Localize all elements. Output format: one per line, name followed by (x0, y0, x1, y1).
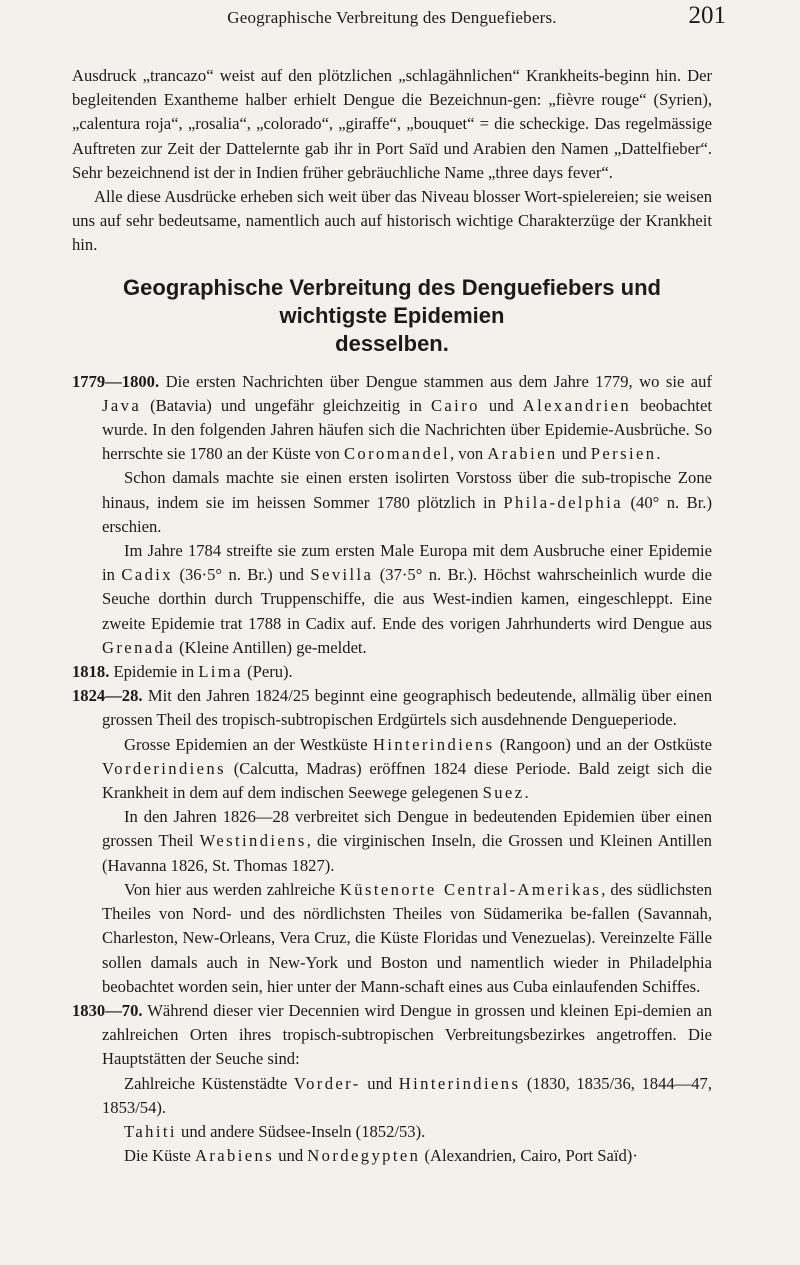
entry-text: Zahlreiche Küstenstädte (124, 1073, 288, 1093)
entry-paragraph (102, 539, 712, 660)
entry-text: (Kleine Antillen) ge-meldet. (179, 637, 367, 657)
intro-paragraph-2: Alle diese Ausdrücke erheben sich weit über das Niveau blosser Wort-spielereien; sie weisen uns auf sehr bedeutsame, namentlich auch auf historisch wichtige Charakterzüge der Krankheit hin. (72, 187, 712, 255)
entry-text: (Alexandrien, Cairo, Port Saïd)· (424, 1146, 638, 1166)
entry-text: und (488, 395, 514, 415)
entry-text: (36·5° n. Br.) und (179, 565, 304, 585)
section-heading-line-2: desselben. (335, 330, 449, 356)
entry-text: (Rangoon) und an der Ostküste (499, 734, 712, 754)
place-name: Java (102, 395, 142, 415)
entry-1818 (72, 660, 712, 684)
entry-text: Grosse Epidemien an der Westküste (124, 734, 368, 754)
entry-text: Die Küste (124, 1146, 191, 1166)
entry-text: (37·5° n. Br.). Höchst wahrscheinlich wurde die Seuche dorthin durch Truppenschiffe, die aus West-indien kamen, eingeschleppt. Eine zweite Epidemie trat 1788 in Cadix auf. Ende des vorigen Jahrhunderts wird Dengue aus (102, 565, 713, 633)
running-title: Geographische Verbreitung des Denguefiebers. (227, 8, 557, 27)
entry-text: (Peru). (247, 662, 293, 682)
place-name: Arabien (487, 444, 558, 464)
place-name: Küstenorte Central-Amerikas (339, 879, 602, 899)
entry-text: (Calcutta, Madras) eröffnen 1824 diese Periode. Bald zeigt sich die Krankheit in dem auf dem indischen Seewege gelegenen (102, 758, 712, 803)
document-page (72, 0, 726, 1168)
entry-text: Von hier aus werden zahlreiche (124, 879, 335, 899)
entry-text: und (561, 444, 587, 464)
place-name: Grenada (102, 637, 175, 657)
place-name: Phila-delphia (503, 492, 624, 512)
place-name: Alexandrien (522, 395, 632, 415)
entry-year: 1830—70. (72, 1000, 143, 1020)
place-name: Cairo (430, 395, 480, 415)
place-name: Coromandel (343, 444, 450, 464)
entry-text: (40° n. Br.) erschien. (102, 492, 712, 536)
entry-text: Die ersten Nachrichten über Dengue stammen aus dem Jahre 1779, wo sie auf (165, 371, 712, 391)
entry-paragraph (102, 1072, 712, 1120)
entry-text: , des südlichsten Theiles von Nord- und des nördlichsten Theiles von Südamerika be-fallen (Savannah, Charleston, New-Orleans, Vera Cruz, die Küste Floridas und Venezuelas). Vereinzelte Fälle sollen damals auch in New-York und Boston und namentlich wieder in Philadelphia beobachtet worden sein, hier unter der Mann-schaft eines aus Cuba einlaufenden Schiffes. (102, 879, 712, 996)
intro-paragraph-1: Ausdruck „trancazo“ weist auf den plötzlichen „schlagähnlichen“ Krankheits-beginn hin. Der begleitenden Exantheme halber erhielt Dengue die Bezeichnun-gen: „fièvre rouge“ (Syrien), „calentura roja“, „rosalia“, „colorado“, „giraffe“, „bouquet“ = die scheckige. Das regelmässige Auftreten zur Zeit der Dattelernte gab ihr in Port Saïd und Arabien den Namen „Dattelfieber“. Sehr bezeichnend ist der in Indien früher gebräuchliche Name „three days fever“. (72, 66, 712, 182)
entry-text: . (524, 783, 529, 803)
entry-text: In den Jahren 1826—28 verbreitet sich Dengue in bedeutenden Epidemien über einen grossen Theil (102, 807, 712, 851)
entry-text: (Batavia) und ungefähr gleichzeitig in (150, 395, 422, 415)
entry-text: Schon damals machte sie einen ersten isolirten Vorstoss über die sub-tropische Zone hinaus, indem sie im heissen Sommer 1780 plötzlich in (102, 468, 712, 512)
entry-1824-continuation (72, 733, 712, 999)
entry-text: Im Jahre 1784 streifte sie zum ersten Male Europa mit dem Ausbruche einer Epidemie in (102, 541, 712, 585)
page-header (72, 0, 726, 64)
place-name: Westindiens (199, 831, 307, 851)
entry-paragraph (102, 1120, 712, 1144)
entry-text: (1830, 1835/36, 1844—47, 1853/54). (102, 1073, 712, 1117)
entry-text: Während dieser vier Decennien wird Dengue in grossen und kleinen Epi-demien an zahlreichen Orten ihres tropisch-subtropischen Verbreitungsbezirkes angetroffen. Die Hauptstätten der Seuche sind: (102, 1000, 712, 1069)
place-name: Nordegypten (307, 1146, 421, 1166)
entry-1779-1800 (72, 370, 712, 467)
entry-paragraph (102, 466, 712, 539)
entry-text: und (367, 1073, 393, 1093)
entry-text: Epidemie in (113, 662, 195, 682)
entry-text: und andere Südsee-Inseln (1852/53). (181, 1121, 426, 1141)
entry-year: 1824—28. (72, 686, 143, 706)
entry-paragraph (102, 733, 712, 806)
place-name: Suez (482, 783, 525, 803)
entry-text: . (656, 444, 661, 464)
entry-1824-28 (72, 684, 712, 732)
section-heading (72, 274, 712, 358)
place-name: Tahiti (124, 1121, 177, 1141)
entry-1830-continuation (72, 1072, 712, 1169)
entry-paragraph (102, 1144, 712, 1168)
place-name: Sevilla (310, 565, 374, 585)
place-name: Persien (590, 444, 657, 464)
place-name: Hinterindiens (373, 734, 495, 754)
place-name: Vorder- (293, 1073, 361, 1093)
page-number: 201 (688, 2, 726, 29)
place-name: Cadix (121, 565, 173, 585)
entry-paragraph (102, 805, 712, 878)
place-name: Arabiens (194, 1146, 275, 1166)
entry-text: , von (449, 444, 484, 464)
entry-paragraph (102, 878, 712, 999)
place-name: Vorderindiens (102, 758, 226, 778)
entry-text: und (278, 1146, 304, 1166)
entry-year: 1818. (72, 662, 110, 682)
place-name: Hinterindiens (398, 1073, 521, 1093)
entry-text: , die virginischen Inseln, die Grossen und Kleinen Antillen (Havanna 1826, St. Thomas 1827). (102, 831, 712, 875)
entry-text: Mit den Jahren 1824/25 beginnt eine geographisch bedeutende, allmälig über einen grossen Theil des tropisch-subtropischen Erdgürtels sich ausdehnende Dengueperiode. (102, 686, 713, 730)
entry-1779-continuation (72, 466, 712, 660)
entry-text: beobachtet wurde. In den folgenden Jahren häufen sich die Nachrichten über Epidemie-Ausbrüche. So herrschte sie 1780 an der Küste von (102, 395, 713, 464)
place-name: Lima (198, 662, 243, 682)
entry-year: 1779—1800. (72, 371, 160, 391)
section-heading-line-1: Geographische Verbreitung des Denguefiebers und wichtigste Epidemien (123, 274, 661, 328)
entry-1830-70 (72, 999, 712, 1072)
